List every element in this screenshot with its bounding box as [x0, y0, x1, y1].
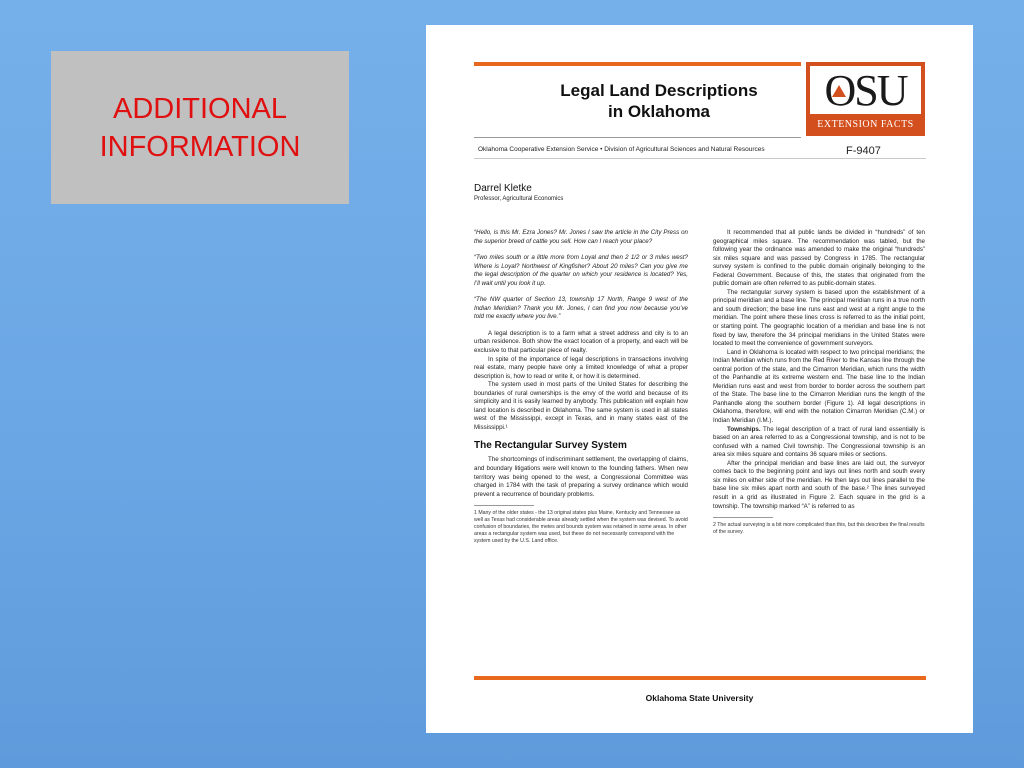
- paragraph: The rectangular survey system is based upon the establishment of a principal meridian and a base line. The principal meridian runs in a true north and south direction; the base line runs east and west at a right angle to the meridian. The point where these lines cross is referred to as the initial point, or starting point. The geographic location of a meridian and base line is not fixed by law, therefore the 34 principal meridians in the United States were located to meet the convenience of government surveyors.: [713, 288, 925, 348]
- logo-letter: S: [854, 65, 877, 115]
- paragraph: It recommended that all public lands be divided in “hundreds” of ten geographical miles square. The recommendation was tabled, but the following year the ordinance was amended to make the original “hundreds” six miles square and was passed by Congress in 1785. The rectangular survey system is confined to the public domain originally belonging to the Federal Government. Because of this, the states that originated from the public domain are often referred to as public-domain states.: [713, 229, 925, 288]
- title-line-1: Legal Land Descriptions: [560, 81, 758, 100]
- logo-subtitle: EXTENSION FACTS: [817, 119, 914, 130]
- bottom-orange-bar: [474, 676, 926, 680]
- subline-rule: [474, 158, 926, 159]
- paragraph: The system used in most parts of the United States for describing the boundaries of rural ownerships is the envy of the world and because of its simplicity and it is easily learned by anybody. This publication will explain how land location is described in Oklahoma. The same system is used in all states west of the Mississippi, except in Texas, and in many states east of the Mississippi.¹: [474, 381, 688, 431]
- publisher-line: Oklahoma Cooperative Extension Service • Division of Agricultural Sciences and Natural Resources: [478, 146, 765, 153]
- logo-letter: U: [876, 65, 907, 115]
- triangle-icon: [832, 85, 846, 97]
- footnote-2: 2 The actual surveying is a bit more complicated than this, but this describes the final results of the survey.: [713, 522, 925, 536]
- fact-sheet-number: F-9407: [846, 145, 881, 157]
- quote-3: “The NW quarter of Section 13, township 17 North, Range 9 west of the Indian Meridian? Thank you Mr. Jones, I can find you now because you’ve told me exactly where you live.”: [474, 296, 688, 321]
- document-title: [514, 80, 804, 122]
- title-rule: [474, 137, 801, 138]
- right-column: [713, 229, 925, 536]
- paragraph: A legal description is to a farm what a street address and city is to an urban residence. Both show the exact location of a property, and each will be exclusive to that particular piece of realty.: [474, 329, 688, 355]
- paragraph: Townships. The legal description of a tract of rural land essentially is based on an area referred to as a Congressional township, and is not to be confused with a named Civil township. The Congressional township is an area six miles square and contains 36 square miles or sections.: [713, 425, 925, 459]
- document-page: [426, 25, 973, 733]
- top-orange-bar: [474, 62, 801, 66]
- title-line-2: in Oklahoma: [607, 102, 711, 121]
- footnote-rule: [713, 517, 773, 518]
- townships-lead: Townships.: [727, 425, 761, 433]
- box-line-1: ADDITIONAL: [112, 92, 288, 125]
- box-line-2: INFORMATION: [99, 130, 301, 163]
- additional-information-box: [51, 51, 349, 204]
- paragraph: Land in Oklahoma is located with respect to two principal meridians; the Indian Meridian which runs from the Red River to the Kansas line through the central portion of the state, and the Cimarron Meridian, which runs the width of the Panhandle at its extreme western end. The base line to the Indian Meridian runs east and west from border to border across the southern part of the State. The base line to the Cimarron Meridian runs the length of the Panhandle along the southern border (Figure 1). All legal descriptions in Oklahoma, therefore, will end with the notation Cimarron Meridian (C.M.) or Indian Meridian (I.M.).: [713, 348, 925, 425]
- author-name: Darrel Kletke: [474, 183, 532, 194]
- paragraph: The shortcomings of indiscriminant settlement, the overlapping of claims, and boundary litigations were well known to the founding fathers. When new territory was being opened to the west, a Congressional Committee was charged in 1784 with the task of preparing a survey ordinance which would prevent a recurrence of boundary problems.: [474, 456, 688, 498]
- section-heading: The Rectangular Survey System: [474, 440, 627, 452]
- footnote-1: 1 Many of the older states - the 13 original states plus Maine, Kentucky and Tennessee as well as Texas had considerable areas already settled when the system was devised. To avoid confusion of boundaries, the metes and bounds system was retained in some areas. In other areas a rectangular system was used, but these do not necessarily correspond with the system used by the U.S. Land office.: [474, 510, 688, 545]
- logo-letter: O: [824, 65, 855, 115]
- quote-2: “Two miles south or a little more from Loyal and then 2 1/2 or 3 miles west? Where is Loyal? Northwest of Kingfisher? About 20 miles? Can you give me the legal description of the quarter on which your residence is located? Yes, I’ll wait until you look it up.: [474, 254, 688, 287]
- left-column: [474, 229, 688, 545]
- quote-1: “Hello, is this Mr. Ezra Jones? Mr. Jones I saw the article in the City Press on the superior breed of cattle you sell. How can I reach your place?: [474, 229, 688, 245]
- footnote-rule: [474, 505, 534, 506]
- footer-university: Oklahoma State University: [645, 693, 754, 703]
- paragraph: In spite of the importance of legal descriptions in transactions involving real estate, many people have only a limited knowledge of what a proper description is, how to read or write it, or how it is determined.: [474, 355, 688, 380]
- author-role: Professor, Agricultural Economics: [474, 196, 564, 202]
- osu-extension-logo: [806, 62, 925, 136]
- paragraph: After the principal meridian and base lines are laid out, the surveyor comes back to the beginning point and lays out lines north and south every six miles on either side of the meridian. He then lays out lines parallel to the base line six miles apart north and south of the base.² The lines surveyed result in a grid as illustrated in Figure 2. Each square in the grid is a township. The township marked “A” is referred to as: [713, 459, 925, 510]
